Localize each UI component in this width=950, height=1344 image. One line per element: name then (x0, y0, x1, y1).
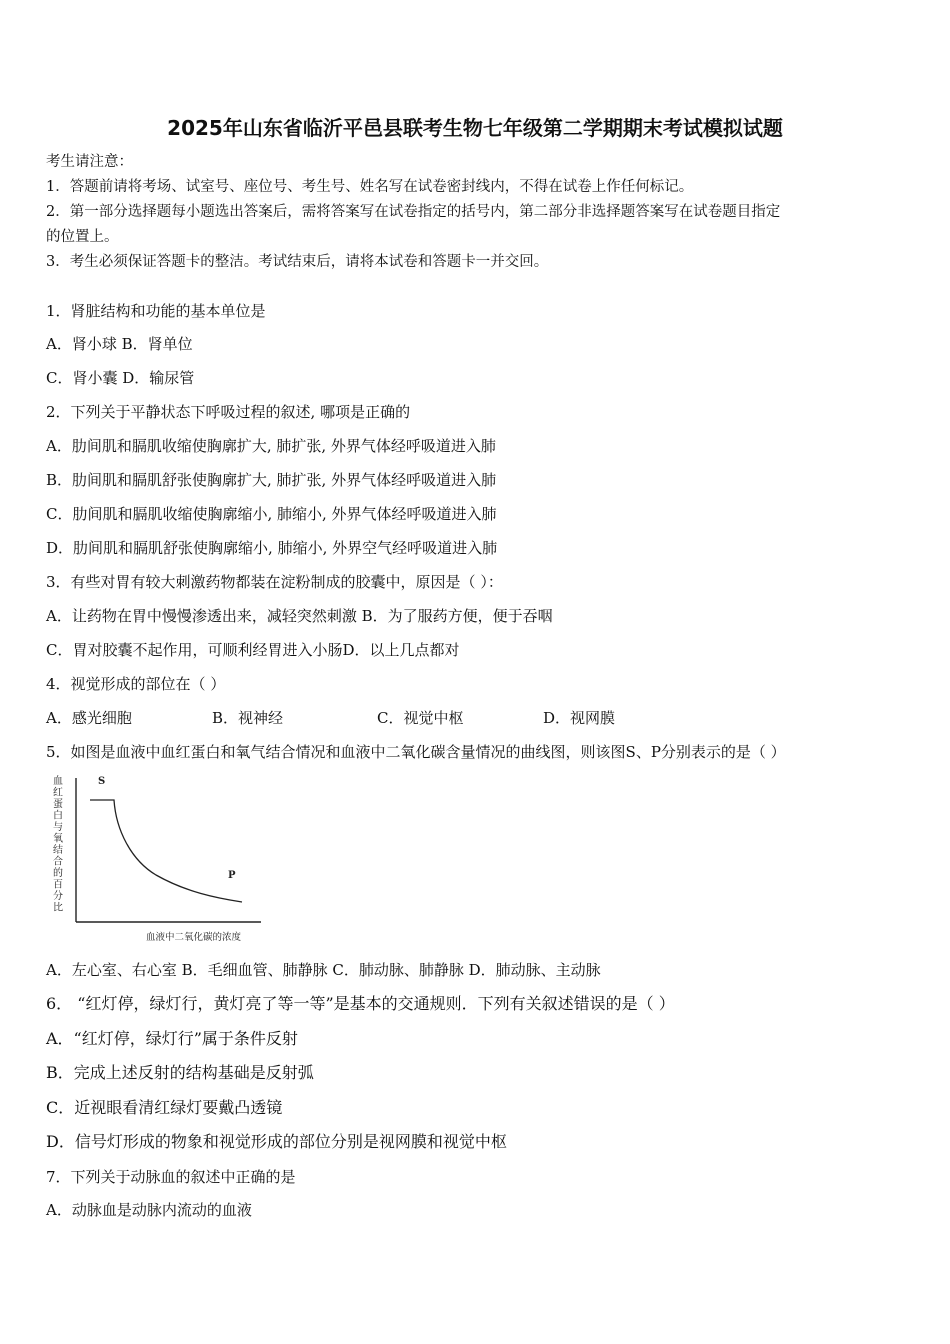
question-1-options-cd: C．肾小囊 D．输尿管 (46, 369, 195, 387)
graph-label-s: S (98, 776, 106, 787)
question-6-option-d: D．信号灯形成的物象和视觉形成的部位分别是视网膜和视觉中枢 (46, 1132, 507, 1151)
graph-label-p: P (228, 870, 236, 881)
notice-item: 3．考生必须保证答题卡的整洁。考试结束后，请将本试卷和答题卡一并交回。 (46, 254, 549, 270)
question-2-option-a: A．肋间肌和膈肌收缩使胸廓扩大, 肺扩张, 外界气体经呼吸道进入肺 (46, 437, 496, 455)
question-3-options-ab: A．让药物在胃中慢慢渗透出来，减轻突然刺激 B．为了服药方便，便于吞咽 (46, 607, 553, 625)
notice-item: 1．答题前请将考场、试室号、座位号、考生号、姓名写在试卷密封线内，不得在试卷上作任何标记。 (46, 179, 694, 195)
question-4-option-c: C．视觉中枢 (377, 709, 464, 727)
question-3-options-cd: C．胃对胶囊不起作用，可顺利经胃进入小肠D．以上几点都对 (46, 641, 460, 659)
question-4-stem: 4．视觉形成的部位在（ ） (46, 675, 226, 693)
question-7-stem: 7．下列关于动脉血的叙述中正确的是 (46, 1168, 296, 1186)
question-6-option-c: C．近视眼看清红绿灯要戴凸透镜 (46, 1098, 283, 1117)
notice-heading: 考生请注意： (46, 154, 133, 170)
question-2-option-d: D．肋间肌和膈肌舒张使胸廓缩小, 肺缩小, 外界空气经呼吸道进入肺 (46, 539, 498, 557)
question-1-options-ab: A．肾小球 B．肾单位 (46, 335, 193, 353)
question-5-options: A．左心室、右心室 B．毛细血管、肺静脉 C．肺动脉、肺静脉 D．肺动脉、主动脉 (46, 961, 601, 979)
notice-item: 的位置上。 (46, 229, 119, 245)
question-3-stem: 3．有些对胃有较大刺激药物都装在淀粉制成的胶囊中，原因是（ ）： (46, 573, 503, 591)
question-2-option-c: C．肋间肌和膈肌收缩使胸廓缩小, 肺缩小, 外界气体经呼吸道进入肺 (46, 505, 497, 523)
question-6-option-a: A．“红灯停，绿灯行”属于条件反射 (46, 1029, 298, 1048)
question-6-option-b: B．完成上述反射的结构基础是反射弧 (46, 1063, 314, 1082)
graph-svg (46, 770, 268, 946)
graph-y-label (53, 775, 63, 914)
question-4-option-a: A．感光细胞 (46, 709, 132, 727)
question-7-option-a: A．动脉血是动脉内流动的血液 (46, 1201, 252, 1219)
graph-y-label-text: 血红蛋白与氧结合的百分比 (53, 776, 63, 914)
question-6-stem: 6． “红灯停，绿灯行，黄灯亮了等一等”是基本的交通规则．下列有关叙述错误的是（ ） (46, 994, 675, 1013)
graph-curve (90, 800, 242, 902)
notice-item: 2．第一部分选择题每小题选出答案后，需将答案写在试卷指定的括号内，第二部分非选择题答案写在试卷题目指定 (46, 204, 781, 220)
question-4-option-d: D．视网膜 (543, 709, 616, 727)
graph-x-label: 血液中二氧化碳的浓度 (146, 932, 242, 943)
page-title: 2025年山东省临沂平邑县联考生物七年级第二学期期末考试模拟试题 (167, 116, 783, 140)
question-2-option-b: B．肋间肌和膈肌舒张使胸廓扩大, 肺扩张, 外界气体经呼吸道进入肺 (46, 471, 497, 489)
question-1-stem: 1．肾脏结构和功能的基本单位是 (46, 302, 266, 320)
question-5-stem: 5．如图是血液中血红蛋白和氧气结合情况和血液中二氧化碳含量情况的曲线图，则该图S、P分别表示的是（ ） (46, 743, 786, 761)
hemoglobin-curve-graph (46, 770, 268, 946)
question-2-stem: 2．下列关于平静状态下呼吸过程的叙述, 哪项是正确的 (46, 403, 411, 421)
question-4-option-b: B．视神经 (212, 709, 284, 727)
